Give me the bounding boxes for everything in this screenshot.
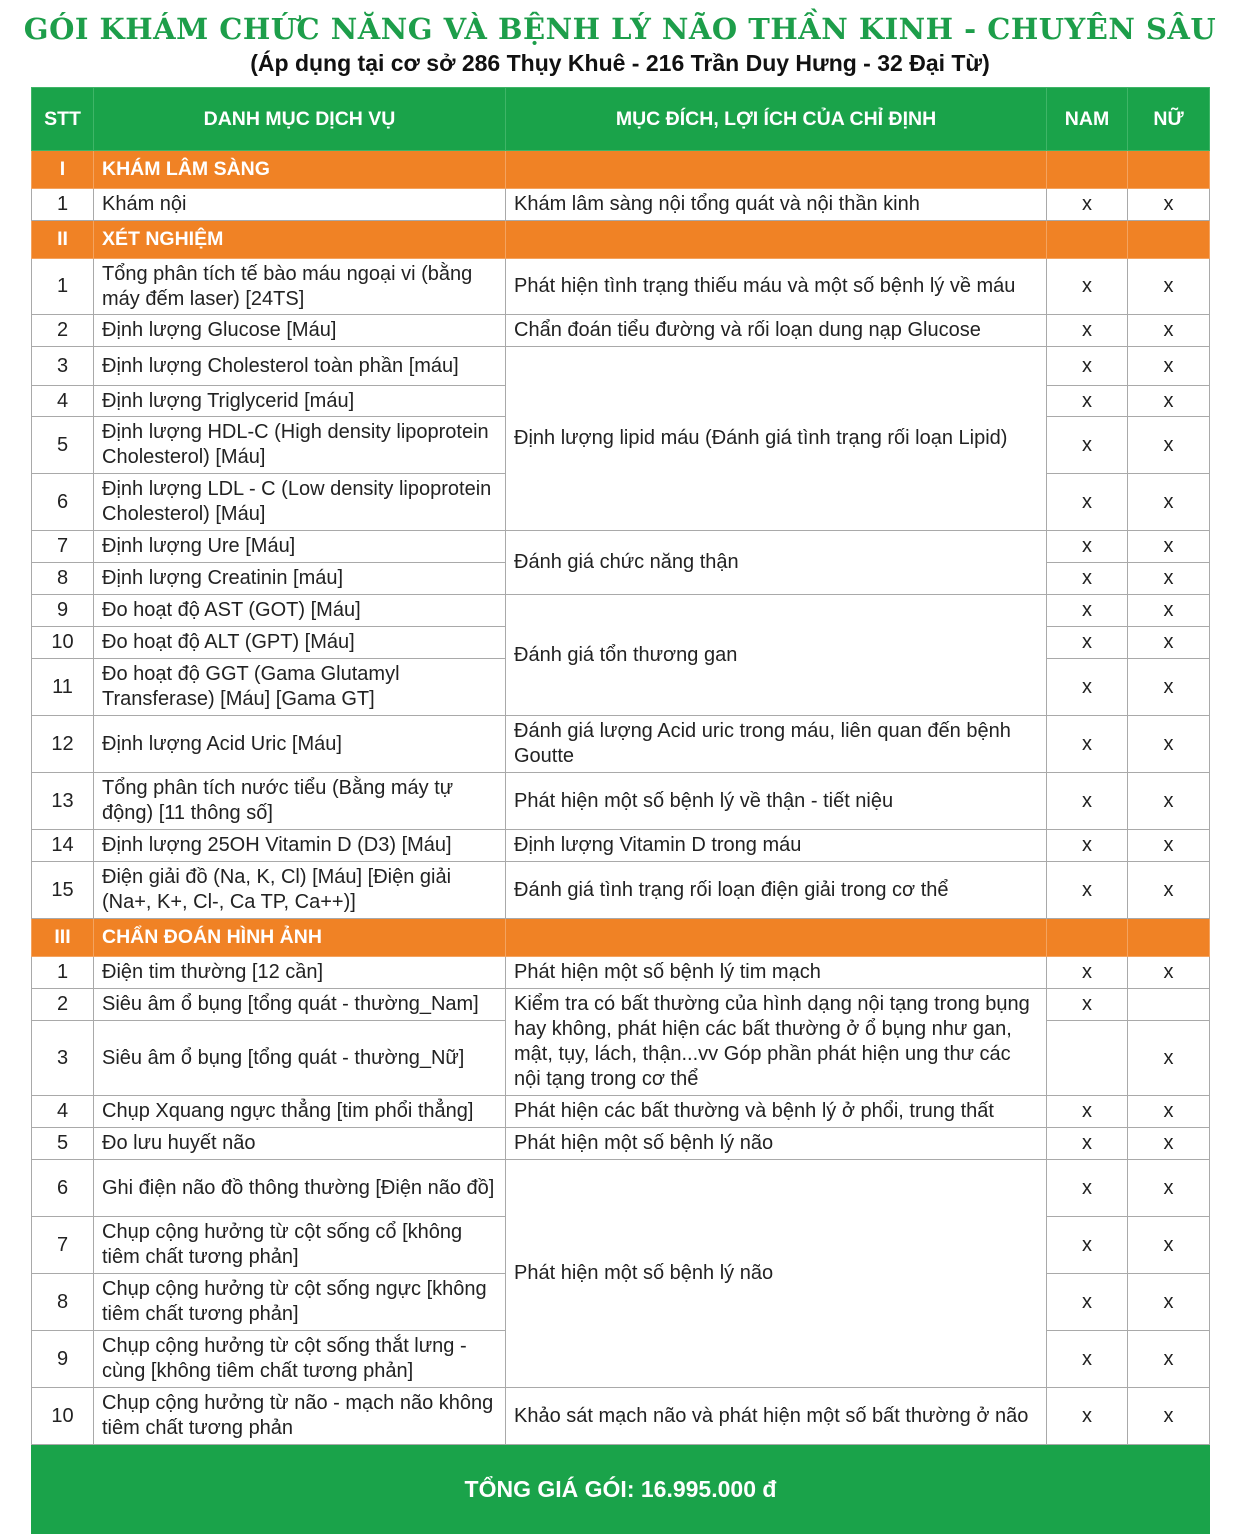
row-female-mark: x xyxy=(1128,531,1210,563)
row-service: Định lượng Triglycerid [máu] xyxy=(94,386,506,417)
row-female-mark: x xyxy=(1128,627,1210,659)
row-service: Điện giải đồ (Na, K, Cl) [Máu] [Điện giải (Na+, K+, Cl-, Ca TP, Ca++)] xyxy=(94,862,506,919)
row-stt: 1 xyxy=(32,259,94,315)
row-female-mark: x xyxy=(1128,1096,1210,1128)
section-title: KHÁM LÂM SÀNG xyxy=(94,151,506,189)
section-row xyxy=(32,221,1210,259)
row-male-mark: x xyxy=(1047,627,1128,659)
row-female-mark: x xyxy=(1128,417,1210,474)
row-stt: 6 xyxy=(32,1160,94,1217)
page-title: GÓI KHÁM CHỨC NĂNG VÀ BỆNH LÝ NÃO THẦN KINH - CHUYÊN SÂU xyxy=(23,12,1217,46)
row-purpose: Đánh giá tổn thương gan xyxy=(506,595,1047,716)
row-stt: 4 xyxy=(32,1096,94,1128)
row-service: Chụp cộng hưởng từ cột sống ngực [không tiêm chất tương phản] xyxy=(94,1274,506,1331)
row-service: Siêu âm ổ bụng [tổng quát - thường_Nữ] xyxy=(94,1021,506,1096)
row-service: Đo lưu huyết não xyxy=(94,1128,506,1160)
section-number: III xyxy=(32,919,94,957)
row-male-mark: x xyxy=(1047,773,1128,830)
row-purpose: Định lượng Vitamin D trong máu xyxy=(506,830,1047,862)
row-male-mark: x xyxy=(1047,989,1128,1021)
col-header-female: NỮ xyxy=(1128,88,1210,151)
section-title: XÉT NGHIỆM xyxy=(94,221,506,259)
table-row xyxy=(32,773,1210,830)
row-stt: 5 xyxy=(32,1128,94,1160)
row-purpose: Khám lâm sàng nội tổng quát và nội thần kinh xyxy=(506,189,1047,221)
row-service: Định lượng LDL - C (Low density lipoprotein Cholesterol) [Máu] xyxy=(94,474,506,531)
row-female-mark: x xyxy=(1128,1388,1210,1445)
row-service: Chụp cộng hưởng từ não - mạch não không tiêm chất tương phản xyxy=(94,1388,506,1445)
col-header-male: NAM xyxy=(1047,88,1128,151)
row-service: Định lượng HDL-C (High density lipoprotein Cholesterol) [Máu] xyxy=(94,417,506,474)
table-row xyxy=(32,1128,1210,1160)
row-male-mark: x xyxy=(1047,957,1128,989)
section-title: CHẨN ĐOÁN HÌNH ẢNH xyxy=(94,919,506,957)
section-number: I xyxy=(32,151,94,189)
row-female-mark: x xyxy=(1128,862,1210,919)
row-service: Tổng phân tích tế bào máu ngoại vi (bằng máy đếm laser) [24TS] xyxy=(94,259,506,315)
col-header-purpose: MỤC ĐÍCH, LỢI ÍCH CỦA CHỈ ĐỊNH xyxy=(506,88,1047,151)
row-service: Đo hoạt độ GGT (Gama Glutamyl Transferase) [Máu] [Gama GT] xyxy=(94,659,506,716)
row-female-mark: x xyxy=(1128,1217,1210,1274)
service-table xyxy=(31,87,1210,1534)
table-row xyxy=(32,315,1210,347)
table-row xyxy=(32,259,1210,315)
row-stt: 3 xyxy=(32,347,94,386)
row-male-mark: x xyxy=(1047,659,1128,716)
row-stt: 8 xyxy=(32,563,94,595)
row-stt: 9 xyxy=(32,1331,94,1388)
row-stt: 7 xyxy=(32,531,94,563)
row-service: Điện tim thường [12 cần] xyxy=(94,957,506,989)
table-row xyxy=(32,347,1210,386)
section-row xyxy=(32,151,1210,189)
row-service: Chụp cộng hưởng từ cột sống thắt lưng - cùng [không tiêm chất tương phản] xyxy=(94,1331,506,1388)
row-purpose: Định lượng lipid máu (Đánh giá tình trạng rối loạn Lipid) xyxy=(506,347,1047,531)
section-row xyxy=(32,919,1210,957)
row-stt: 12 xyxy=(32,716,94,773)
row-stt: 14 xyxy=(32,830,94,862)
table-row xyxy=(32,862,1210,919)
row-female-mark: x xyxy=(1128,773,1210,830)
row-male-mark: x xyxy=(1047,1217,1128,1274)
table-row xyxy=(32,531,1210,563)
row-stt: 10 xyxy=(32,1388,94,1445)
row-male-mark: x xyxy=(1047,862,1128,919)
row-service: Ghi điện não đồ thông thường [Điện não đồ] xyxy=(94,1160,506,1217)
row-male-mark: x xyxy=(1047,386,1128,417)
row-stt: 4 xyxy=(32,386,94,417)
row-female-mark: x xyxy=(1128,315,1210,347)
row-purpose: Phát hiện một số bệnh lý tim mạch xyxy=(506,957,1047,989)
row-stt: 6 xyxy=(32,474,94,531)
table-row xyxy=(32,989,1210,1021)
row-male-mark: x xyxy=(1047,347,1128,386)
page-subtitle: (Áp dụng tại cơ sở 286 Thụy Khuê - 216 Trần Duy Hưng - 32 Đại Từ) xyxy=(250,50,990,76)
row-stt: 2 xyxy=(32,989,94,1021)
row-female-mark: x xyxy=(1128,347,1210,386)
row-stt: 2 xyxy=(32,315,94,347)
table-row xyxy=(32,1096,1210,1128)
row-service: Siêu âm ổ bụng [tổng quát - thường_Nam] xyxy=(94,989,506,1021)
row-purpose: Đánh giá lượng Acid uric trong máu, liên quan đến bệnh Goutte xyxy=(506,716,1047,773)
row-service: Định lượng Glucose [Máu] xyxy=(94,315,506,347)
row-male-mark: x xyxy=(1047,1388,1128,1445)
row-female-mark: x xyxy=(1128,259,1210,315)
row-purpose: Khảo sát mạch não và phát hiện một số bất thường ở não xyxy=(506,1388,1047,1445)
row-female-mark: x xyxy=(1128,1331,1210,1388)
row-male-mark: x xyxy=(1047,595,1128,627)
row-stt: 1 xyxy=(32,957,94,989)
total-row xyxy=(32,1445,1210,1534)
row-service: Định lượng Cholesterol toàn phần [máu] xyxy=(94,347,506,386)
row-service: Khám nội xyxy=(94,189,506,221)
table-row xyxy=(32,716,1210,773)
row-male-mark: x xyxy=(1047,474,1128,531)
row-stt: 13 xyxy=(32,773,94,830)
row-male-mark: x xyxy=(1047,1331,1128,1388)
row-purpose: Phát hiện một số bệnh lý về thận - tiết niệu xyxy=(506,773,1047,830)
row-purpose: Phát hiện một số bệnh lý não xyxy=(506,1128,1047,1160)
row-male-mark: x xyxy=(1047,1274,1128,1331)
row-male-mark: x xyxy=(1047,1096,1128,1128)
row-stt: 7 xyxy=(32,1217,94,1274)
row-stt: 15 xyxy=(32,862,94,919)
section-number: II xyxy=(32,221,94,259)
row-service: Định lượng 25OH Vitamin D (D3) [Máu] xyxy=(94,830,506,862)
row-female-mark: x xyxy=(1128,474,1210,531)
row-service: Định lượng Ure [Máu] xyxy=(94,531,506,563)
row-female-mark xyxy=(1128,989,1210,1021)
row-service: Định lượng Creatinin [máu] xyxy=(94,563,506,595)
row-female-mark: x xyxy=(1128,595,1210,627)
table-header-row xyxy=(32,88,1210,151)
row-male-mark: x xyxy=(1047,531,1128,563)
row-stt: 11 xyxy=(32,659,94,716)
row-male-mark: x xyxy=(1047,189,1128,221)
row-female-mark: x xyxy=(1128,189,1210,221)
row-male-mark: x xyxy=(1047,1160,1128,1217)
row-female-mark: x xyxy=(1128,830,1210,862)
row-female-mark: x xyxy=(1128,1274,1210,1331)
row-purpose: Đánh giá chức năng thận xyxy=(506,531,1047,595)
row-purpose: Phát hiện các bất thường và bệnh lý ở phổi, trung thất xyxy=(506,1096,1047,1128)
col-header-stt: STT xyxy=(32,88,94,151)
row-stt: 1 xyxy=(32,189,94,221)
row-male-mark xyxy=(1047,1021,1128,1096)
row-stt: 8 xyxy=(32,1274,94,1331)
row-male-mark: x xyxy=(1047,830,1128,862)
table-row xyxy=(32,830,1210,862)
row-stt: 10 xyxy=(32,627,94,659)
row-purpose: Đánh giá tình trạng rối loạn điện giải trong cơ thể xyxy=(506,862,1047,919)
row-male-mark: x xyxy=(1047,716,1128,773)
row-service: Định lượng Acid Uric [Máu] xyxy=(94,716,506,773)
row-purpose: Phát hiện tình trạng thiếu máu và một số bệnh lý về máu xyxy=(506,259,1047,315)
row-female-mark: x xyxy=(1128,957,1210,989)
col-header-service: DANH MỤC DỊCH VỤ xyxy=(94,88,506,151)
table-row xyxy=(32,957,1210,989)
row-male-mark: x xyxy=(1047,417,1128,474)
row-female-mark: x xyxy=(1128,1160,1210,1217)
row-stt: 9 xyxy=(32,595,94,627)
row-female-mark: x xyxy=(1128,716,1210,773)
table-row xyxy=(32,595,1210,627)
row-service: Tổng phân tích nước tiểu (Bằng máy tự động) [11 thông số] xyxy=(94,773,506,830)
row-purpose: Kiểm tra có bất thường của hình dạng nội tạng trong bụng hay không, phát hiện các bất thường ở ổ bụng như gan, mật, tụy, lách, thận...vv Góp phần phát hiện ung thư các nội tạng trong cơ thể xyxy=(506,989,1047,1096)
row-purpose: Phát hiện một số bệnh lý não xyxy=(506,1160,1047,1388)
table-row xyxy=(32,1160,1210,1217)
table-row xyxy=(32,1388,1210,1445)
row-male-mark: x xyxy=(1047,259,1128,315)
row-stt: 5 xyxy=(32,417,94,474)
row-female-mark: x xyxy=(1128,659,1210,716)
total-price: TỔNG GIÁ GÓI: 16.995.000 đ xyxy=(32,1445,1210,1534)
row-male-mark: x xyxy=(1047,1128,1128,1160)
row-male-mark: x xyxy=(1047,315,1128,347)
row-female-mark: x xyxy=(1128,386,1210,417)
table-row xyxy=(32,189,1210,221)
row-service: Đo hoạt độ AST (GOT) [Máu] xyxy=(94,595,506,627)
row-purpose: Chẩn đoán tiểu đường và rối loạn dung nạp Glucose xyxy=(506,315,1047,347)
row-service: Đo hoạt độ ALT (GPT) [Máu] xyxy=(94,627,506,659)
row-female-mark: x xyxy=(1128,563,1210,595)
row-service: Chụp Xquang ngực thẳng [tim phổi thẳng] xyxy=(94,1096,506,1128)
row-stt: 3 xyxy=(32,1021,94,1096)
row-male-mark: x xyxy=(1047,563,1128,595)
row-female-mark: x xyxy=(1128,1128,1210,1160)
row-female-mark: x xyxy=(1128,1021,1210,1096)
row-service: Chụp cộng hưởng từ cột sống cổ [không tiêm chất tương phản] xyxy=(94,1217,506,1274)
